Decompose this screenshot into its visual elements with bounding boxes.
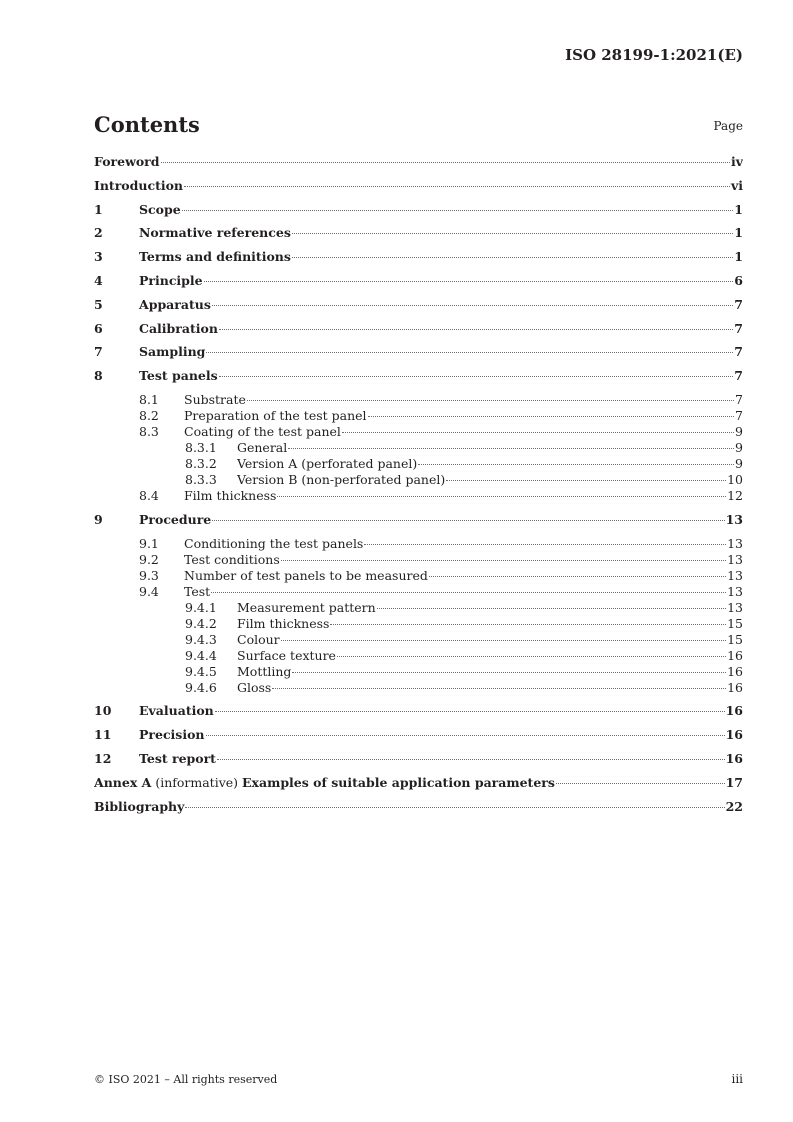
toc-entry-page: 10 [727,471,743,487]
toc-dot-leader [364,544,726,545]
toc-entry-page: 1 [734,201,743,217]
toc-entry[interactable] [94,648,743,664]
toc-entry-number: 9 [94,511,103,527]
toc-entry-number: 9.4.2 [185,615,217,631]
toc-entry[interactable] [94,616,743,632]
toc-entry[interactable] [94,703,743,719]
toc-dot-leader [377,608,726,609]
toc-entry-title: Sampling [139,344,206,360]
toc-entry-title: General [237,439,288,455]
toc-entry-title: Introduction [94,177,184,193]
toc-dot-leader [281,640,726,641]
toc-entry-page: 9 [735,423,743,439]
toc-entry-page: 17 [725,774,743,790]
toc-entry[interactable] [94,584,743,600]
toc-entry-page: 7 [734,296,743,312]
toc-entry-title: Surface texture [237,647,336,663]
toc-entry-page: 15 [727,615,743,631]
toc-entry-page: 16 [727,679,743,695]
toc-dot-leader [211,592,726,593]
toc-entry[interactable] [94,424,743,440]
toc-entry-title: Test panels [139,368,218,384]
toc-entry[interactable] [94,392,743,408]
toc-entry[interactable] [94,536,743,552]
toc-entry-number: 9.4.1 [185,599,217,615]
toc-dot-leader [182,210,734,211]
toc-entry-number: 5 [94,296,103,312]
toc-entry-page: 22 [725,798,743,814]
toc-entry-title: Terms and definitions [139,249,291,265]
toc-dot-leader [330,624,726,625]
toc-entry-title: Mottling [237,663,292,679]
toc-entry-number: 8.3.3 [185,471,217,487]
toc-entry[interactable] [94,799,743,815]
toc-entry-page: 13 [727,599,743,615]
toc-dot-leader [215,711,725,712]
toc-dot-leader [212,520,724,521]
toc-entry-page: 16 [725,727,743,743]
toc-dot-leader [206,352,733,353]
toc-entry[interactable] [94,727,743,743]
toc-entry[interactable] [94,600,743,616]
page-column-label: Page [713,119,743,133]
toc-entry-title: Procedure [139,511,212,527]
toc-entry[interactable] [94,456,743,472]
toc-entry-number: 8 [94,368,103,384]
toc-entry-number: 11 [94,727,112,743]
toc-entry-title: Foreword [94,154,160,169]
toc-entry-page: 13 [727,583,743,599]
toc-entry-page: 1 [734,225,743,241]
toc-dot-leader [247,400,734,401]
toc-entry-page: 7 [735,407,743,423]
toc-entry[interactable] [94,225,743,241]
toc-dot-leader [288,448,734,449]
toc-entry[interactable] [94,178,743,194]
toc-entry-page: 7 [734,344,743,360]
toc-entry-page: 7 [735,391,743,407]
toc-dot-leader [429,576,726,577]
toc-entry[interactable] [94,512,743,528]
toc-entry-number: 9.4 [139,583,159,599]
toc-dot-leader [219,376,734,377]
toc-entry-number: 9.4.5 [185,663,217,679]
toc-dot-leader [161,162,730,163]
toc-dot-leader [206,735,725,736]
toc-entry-page: 13 [727,535,743,551]
toc-entry-title: Principle [139,272,203,288]
toc-entry-page: 13 [727,567,743,583]
toc-entry-page: 12 [727,487,743,503]
toc-dot-leader [446,480,726,481]
toc-entry-number: 4 [94,272,103,288]
toc-entry-title: Apparatus [139,296,211,312]
toc-entry[interactable] [94,664,743,680]
document-id: ISO 28199-1:2021(E) [565,46,743,64]
toc-dot-leader [292,672,726,673]
toc-entry-number: 9.4.6 [185,679,217,695]
toc-entry-number: 9.2 [139,551,159,567]
toc-entry[interactable] [94,154,743,170]
toc-entry-number: 10 [94,703,112,719]
toc-entry-title: Annex A (informative) Examples of suitable application parameters [94,774,555,790]
toc-dot-leader [184,186,730,187]
toc-entry[interactable] [94,751,743,767]
toc-entry-page: 6 [734,272,743,288]
toc-dot-leader [342,432,734,433]
toc-entry-title: Version B (non-perforated panel) [237,471,446,487]
toc-entry[interactable] [94,552,743,568]
toc-entry-title: Normative references [139,225,291,241]
toc-entry-title: Colour [237,631,280,647]
toc-dot-leader [418,464,734,465]
toc-dot-leader [292,257,733,258]
toc-entry-number: 8.1 [139,391,159,407]
toc-entry-title: Gloss [237,679,272,695]
toc-dot-leader [185,807,724,808]
toc-entry-title: Precision [139,727,205,743]
toc-entry-page: 1 [734,249,743,265]
toc-entry[interactable] [94,568,743,584]
toc-entry-page: 7 [734,320,743,336]
toc-entry-title: Test conditions [184,551,280,567]
toc-entry-title: Test [184,583,211,599]
contents-heading: Contents [94,112,200,137]
toc-entry-title: Scope [139,201,181,217]
toc-entry-number: 8.3.2 [185,455,217,471]
toc-entry-number: 8.2 [139,407,159,423]
toc-entry-title: Substrate [184,391,246,407]
toc-entry-title: Film thickness [184,487,277,503]
toc-dot-leader [219,329,733,330]
toc-entry-title: Version A (perforated panel) [237,455,418,471]
toc-entry-number: 12 [94,750,112,766]
toc-entry[interactable] [94,202,743,218]
toc-entry-number: 9.4.3 [185,631,217,647]
toc-entry-page: 16 [727,647,743,663]
table-of-contents [94,154,743,822]
toc-entry-page: 9 [735,455,743,471]
toc-entry-number: 9.1 [139,535,159,551]
toc-entry[interactable] [94,440,743,456]
toc-dot-leader [337,656,726,657]
toc-entry-title: Film thickness [237,615,330,631]
toc-entry[interactable] [94,368,743,384]
toc-dot-leader [292,233,733,234]
toc-dot-leader [212,305,733,306]
toc-entry-page: 7 [734,368,743,384]
footer-page-number: iii [731,1072,743,1086]
toc-dot-leader [281,560,726,561]
toc-entry-title: Coating of the test panel [184,423,341,439]
toc-entry[interactable] [94,775,743,791]
toc-entry-page: 9 [735,439,743,455]
copyright-notice: © ISO 2021 – All rights reserved [94,1073,278,1086]
toc-entry[interactable] [94,488,743,504]
toc-entry-number: 3 [94,249,103,265]
toc-entry[interactable] [94,680,743,696]
toc-dot-leader [217,759,725,760]
toc-entry-title: Conditioning the test panels [184,535,364,551]
toc-entry-title: Measurement pattern [237,599,376,615]
toc-dot-leader [272,688,726,689]
toc-dot-leader [204,281,734,282]
toc-entry-page: 13 [725,511,743,527]
toc-entry[interactable] [94,321,743,337]
toc-entry-title: Preparation of the test panel [184,407,367,423]
toc-entry-page: 15 [727,631,743,647]
toc-entry-number: 7 [94,344,103,360]
toc-entry[interactable] [94,297,743,313]
toc-entry-page: 13 [727,551,743,567]
toc-entry-title: Test report [139,750,216,766]
toc-dot-leader [277,496,726,497]
toc-entry-number: 8.3.1 [185,439,217,455]
toc-entry-number: 8.4 [139,487,159,503]
toc-entry[interactable] [94,249,743,265]
toc-entry-number: 6 [94,320,103,336]
toc-dot-leader [368,416,735,417]
toc-entry[interactable] [94,273,743,289]
toc-entry-page: iv [730,154,743,169]
toc-entry-title: Bibliography [94,798,185,814]
toc-entry[interactable] [94,344,743,360]
toc-entry-number: 1 [94,201,103,217]
toc-entry-page: 16 [725,750,743,766]
toc-entry-title: Number of test panels to be measured [184,567,428,583]
toc-entry-title: Evaluation [139,703,214,719]
toc-dot-leader [556,783,725,784]
toc-entry-number: 8.3 [139,423,159,439]
toc-entry[interactable] [94,632,743,648]
toc-entry-title: Calibration [139,320,218,336]
toc-entry-page: vi [730,177,743,193]
toc-entry-page: 16 [725,703,743,719]
toc-entry[interactable] [94,472,743,488]
toc-entry-number: 9.4.4 [185,647,217,663]
toc-entry[interactable] [94,408,743,424]
toc-entry-page: 16 [727,663,743,679]
toc-entry-number: 9.3 [139,567,159,583]
toc-entry-number: 2 [94,225,103,241]
